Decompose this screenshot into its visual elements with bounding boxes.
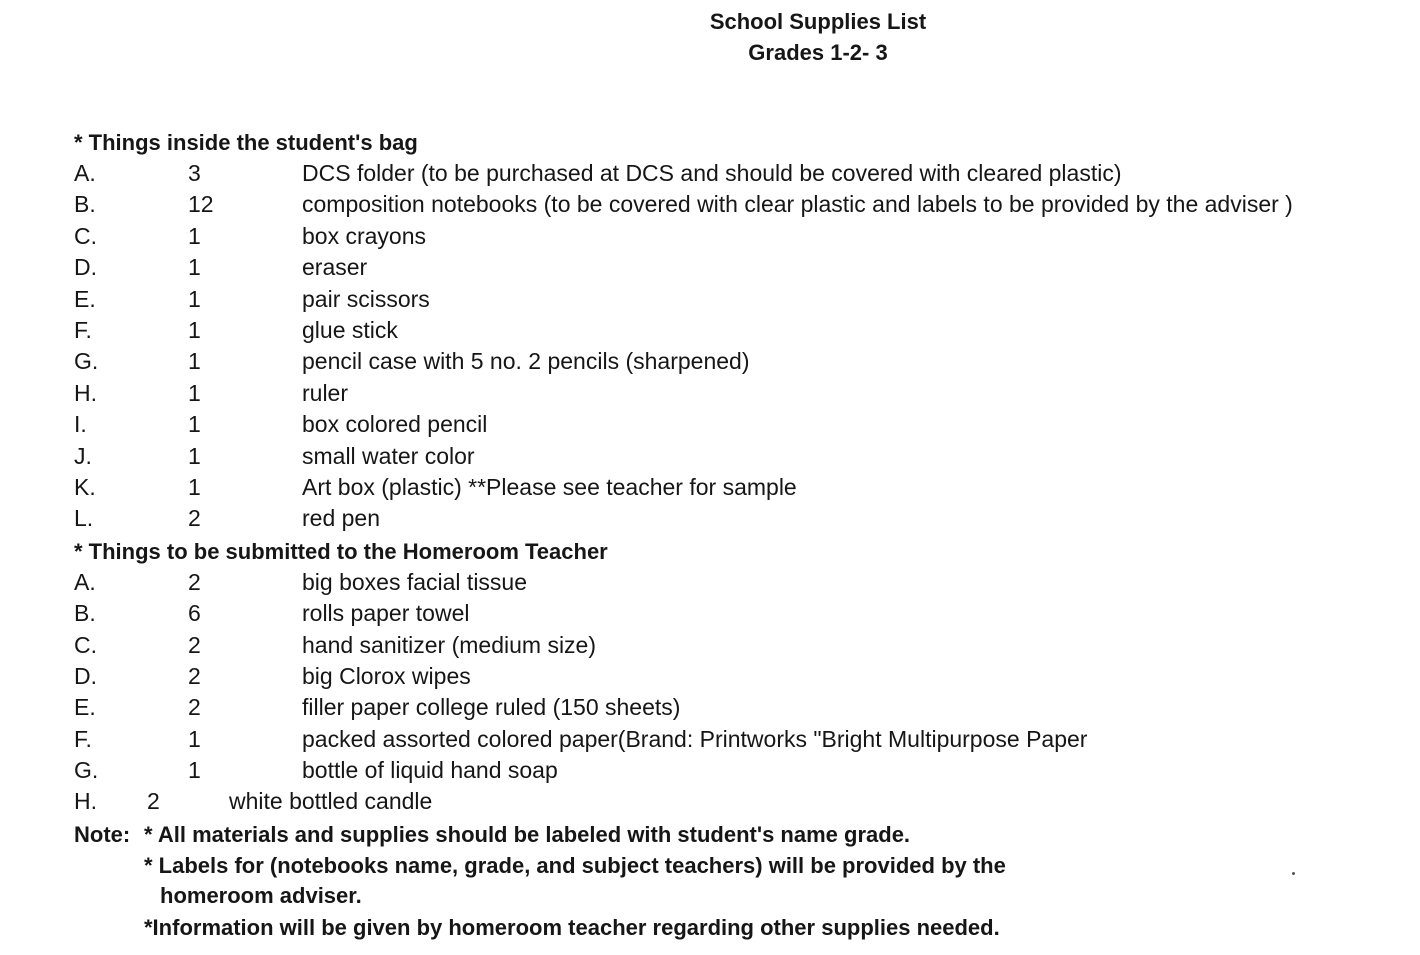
note-line-2-continued: homeroom adviser. xyxy=(160,883,362,908)
list-item-item: big Clorox wipes xyxy=(302,662,471,689)
list-item-qty: 1 xyxy=(188,317,201,343)
list-item-letter: G. xyxy=(74,348,99,375)
list-item-letter: L. xyxy=(74,505,94,532)
list-item-letter: F. xyxy=(74,725,92,752)
list-item-item: glue stick xyxy=(302,317,398,343)
list-item-qty: 1 xyxy=(188,756,201,783)
list-item-qty: 1 xyxy=(188,725,201,752)
list-item-item: white bottled candle xyxy=(229,788,433,815)
list-item-qty: 3 xyxy=(188,160,201,186)
list-item-letter: J. xyxy=(74,442,92,469)
list-item-qty: 1 xyxy=(188,285,201,312)
scan-speck xyxy=(1292,872,1295,875)
list-item-item: box crayons xyxy=(302,222,427,249)
list-item-qty: 1 xyxy=(188,222,201,249)
document-title: School Supplies List xyxy=(709,9,927,34)
list-item-qty: 1 xyxy=(188,411,201,438)
list-item-item: rolls paper towel xyxy=(302,600,470,627)
note-label: Note: xyxy=(74,822,131,847)
list-item-letter: E. xyxy=(74,694,96,721)
list-item-letter: I. xyxy=(74,411,87,438)
list-item-item: bottle of liquid hand soap xyxy=(302,756,558,783)
note-line-1: * All materials and supplies should be labeled with student's name grade. xyxy=(144,822,911,847)
list-item-qty: 2 xyxy=(188,505,201,532)
list-item-item: eraser xyxy=(302,254,368,281)
document-subtitle: Grades 1-2- 3 xyxy=(748,40,888,65)
list-item-item: hand sanitizer (medium size) xyxy=(302,631,597,658)
list-item-item: red pen xyxy=(302,505,381,532)
list-item-item: DCS folder (to be purchased at DCS and should be covered with cleared plastic) xyxy=(302,160,1122,186)
list-item-item: filler paper college ruled (150 sheets) xyxy=(302,694,681,721)
section-heading-homeroom: * Things to be submitted to the Homeroom Teacher xyxy=(74,539,608,564)
list-item-qty: 2 xyxy=(188,569,201,595)
list-item-qty: 6 xyxy=(188,600,201,627)
list-item-qty: 12 xyxy=(188,191,214,218)
list-item-letter: K. xyxy=(74,474,96,500)
list-item-item: ruler xyxy=(302,379,349,406)
list-item-item: pair scissors xyxy=(302,285,430,312)
list-item-item: pencil case with 5 no. 2 pencils (sharpened) xyxy=(302,348,750,375)
list-item-letter: A. xyxy=(74,160,96,186)
list-item-item: Art box (plastic) **Please see teacher for sample xyxy=(302,474,797,500)
list-item-letter: E. xyxy=(74,285,96,312)
list-item-letter: B. xyxy=(74,191,96,218)
list-item-letter: H. xyxy=(74,379,97,406)
list-item-qty: 2 xyxy=(147,788,160,815)
list-item-letter: F. xyxy=(74,317,92,343)
list-item-item: box colored pencil xyxy=(302,411,488,438)
list-item-qty: 1 xyxy=(188,474,201,500)
list-item-letter: G. xyxy=(74,756,99,783)
note-line-2: * Labels for (notebooks name, grade, and subject teachers) will be provided by the xyxy=(144,853,1006,878)
list-item-item: small water color xyxy=(302,442,475,469)
list-item-item: big boxes facial tissue xyxy=(302,569,528,595)
list-item-qty: 2 xyxy=(188,694,201,721)
list-item-qty: 1 xyxy=(188,348,201,375)
list-item-qty: 1 xyxy=(188,379,201,406)
list-item-letter: D. xyxy=(74,662,97,689)
list-item-letter: H. xyxy=(74,788,97,815)
list-item-qty: 2 xyxy=(188,631,201,658)
list-item-item: packed assorted colored paper(Brand: Printworks "Bright Multipurpose Paper xyxy=(302,725,1088,752)
list-item-letter: B. xyxy=(74,600,96,627)
note-line-3: *Information will be given by homeroom teacher regarding other supplies needed. xyxy=(144,915,1000,940)
list-item-letter: D. xyxy=(74,254,97,281)
list-item-qty: 1 xyxy=(188,254,201,281)
list-item-letter: C. xyxy=(74,631,97,658)
list-item-qty: 1 xyxy=(188,442,201,469)
list-item-qty: 2 xyxy=(188,662,201,689)
list-item-letter: C. xyxy=(74,222,97,249)
list-item-letter: A. xyxy=(74,569,96,595)
list-item-item: composition notebooks (to be covered with clear plastic and labels to be provided by the adviser ) xyxy=(302,191,1293,218)
section-heading-student-bag: * Things inside the student's bag xyxy=(74,130,418,155)
